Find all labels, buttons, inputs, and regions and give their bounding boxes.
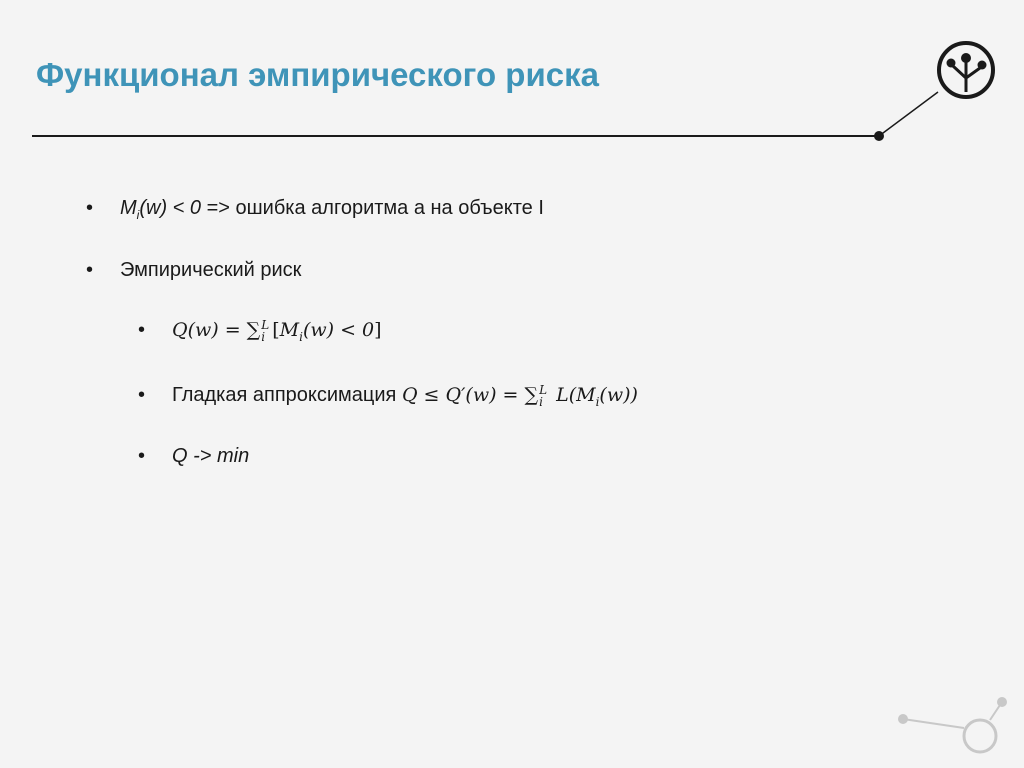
bullet-minimize: [138, 444, 250, 468]
margin-argument: (w): [139, 197, 168, 219]
sum-lower-index: i: [261, 330, 266, 344]
loss-argument: (w)): [599, 384, 638, 406]
sum-lower-index: i: [539, 395, 543, 409]
bullet-marker: •: [86, 197, 94, 219]
bracket-open: [: [272, 319, 280, 341]
smooth-approximation-text: Гладкая аппроксимация: [172, 384, 402, 406]
divider-end-dot: [874, 131, 884, 141]
approx-lhs: Q ≤ Q′(w) =: [401, 384, 525, 406]
sum-upper-limit: L: [261, 318, 270, 332]
bullet-risk-formula: [138, 318, 382, 344]
bracket-close: ]: [374, 319, 382, 341]
bullet-marker: •: [138, 384, 146, 406]
sum-symbol: ∑: [246, 319, 261, 341]
bullet-marker: •: [138, 445, 146, 467]
margin-subscript: i: [136, 208, 140, 222]
risk-formula: [172, 318, 382, 344]
sum-symbol: ∑: [524, 384, 539, 406]
margin-condition: < 0: [167, 197, 202, 219]
bullet-margin-error: [86, 196, 544, 222]
bullet-smooth-approximation: [138, 383, 638, 409]
sum-limits: [261, 319, 269, 343]
loss-function: L(M: [550, 384, 596, 406]
tree-branch-logo-icon: [939, 43, 993, 97]
logo-connector-line: [879, 92, 938, 136]
bullet-empirical-risk: [86, 258, 302, 282]
formula-margin-subscript: i: [299, 329, 303, 344]
sum-upper-limit: L: [539, 383, 548, 397]
formula-argument: (w) < 0: [302, 319, 375, 341]
formula-margin-symbol: M: [279, 319, 300, 341]
margin-symbol: M: [120, 197, 137, 219]
formula-lhs: Q(w) =: [172, 319, 247, 341]
empirical-risk-text: Эмпирический риск: [120, 259, 302, 281]
slide-title: Функционал эмпирического риска: [36, 56, 599, 93]
bullet-marker: •: [138, 319, 146, 341]
margin-error-text: => ошибка алгоритма a на объекте I: [201, 197, 544, 219]
sum-limits: [539, 384, 547, 408]
bullet-marker: •: [86, 259, 94, 281]
minimize-text: Q -> min: [172, 445, 250, 467]
approximation-formula: [401, 383, 638, 409]
loss-margin-subscript: i: [595, 394, 600, 409]
